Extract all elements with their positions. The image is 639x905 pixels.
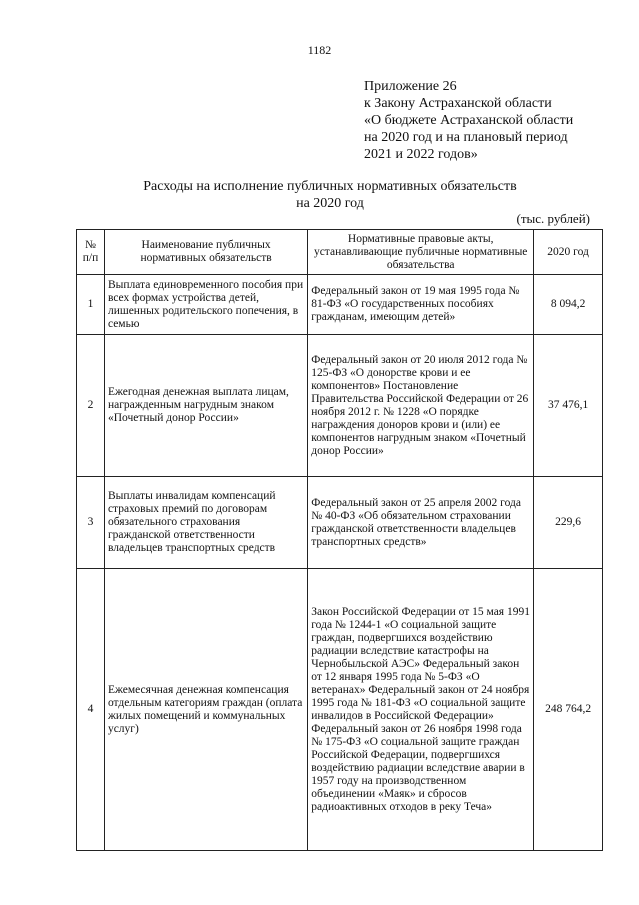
appendix-line: 2021 и 2022 годов»: [364, 147, 478, 162]
page-number: 1182: [307, 43, 332, 57]
appendix-line: «О бюджете Астраханской области: [364, 113, 574, 128]
appendix-line: на 2020 год и на плановый период: [364, 130, 568, 145]
row-num: 1: [77, 275, 105, 335]
table-header-row: [77, 230, 603, 275]
row-amount: 248 764,2: [534, 569, 603, 851]
row-name: Выплата единовременного пособия при всех формах устройства детей, лишенных родительского попечения, в семью: [104, 275, 307, 335]
header-num: № п/п: [77, 230, 105, 275]
appendix-header: [364, 78, 624, 163]
row-amount: 8 094,2: [534, 275, 603, 335]
table-row: [77, 335, 603, 477]
appendix-line: Приложение 26: [364, 79, 457, 94]
document-title-line-2: на 2020 год: [296, 196, 364, 211]
header-acts: Нормативные правовые акты, устанавливающие публичные нормативные обязательства: [308, 230, 534, 275]
appendix-line: к Закону Астраханской области: [364, 96, 552, 111]
table-row: [77, 569, 603, 851]
header-name: Наименование публичных нормативных обязательств: [104, 230, 307, 275]
row-name: Ежемесячная денежная компенсация отдельным категориям граждан (оплата жилых помещений и коммунальных услуг): [104, 569, 307, 851]
row-acts: Федеральный закон от 20 июля 2012 года № 125-ФЗ «О донорстве крови и ее компонентов» Постановление Правительства Российской Федерации от 26 ноября 2012 г. № 1228 «О порядке награждения доноров крови и (или) ее компонентов нагрудным знаком «Почетный донор России»: [308, 335, 534, 477]
obligations-table: [76, 229, 603, 851]
row-acts: Закон Российской Федерации от 15 мая 1991 года № 1244-1 «О социальной защите граждан, подвергшихся воздействию радиации вследствие катастрофы на Чернобыльской АЭС» Федеральный закон от 12 января 1995 года № 5-ФЗ «О ветеранах» Федеральный закон от 24 ноября 1995 года № 181-ФЗ «О социальной защите инвалидов в Российской Федерации» Федеральный закон от 26 ноября 1998 года № 175-ФЗ «О социальной защите граждан Российской Федерации, подвергшихся воздействию радиации вследствие аварии в 1957 году на производственном объединении «Маяк» и сбросов радиоактивных отходов в реку Теча»: [308, 569, 534, 851]
row-acts: Федеральный закон от 25 апреля 2002 года № 40-ФЗ «Об обязательном страховании гражданской ответственности владельцев транспортных средств»: [308, 477, 534, 569]
document-title: [60, 178, 600, 212]
header-year: 2020 год: [534, 230, 603, 275]
row-amount: 229,6: [534, 477, 603, 569]
table-row: [77, 275, 603, 335]
row-amount: 37 476,1: [534, 335, 603, 477]
row-num: 4: [77, 569, 105, 851]
row-name: Ежегодная денежная выплата лицам, награжденным нагрудным знаком «Почетный донор России»: [104, 335, 307, 477]
table-row: [77, 477, 603, 569]
row-num: 2: [77, 335, 105, 477]
row-name: Выплаты инвалидам компенсаций страховых премий по договорам обязательного страхования гражданской ответственности владельцев транспортных средств: [104, 477, 307, 569]
row-num: 3: [77, 477, 105, 569]
document-title-line-1: Расходы на исполнение публичных нормативных обязательств: [143, 179, 517, 194]
row-acts: Федеральный закон от 19 мая 1995 года № 81-ФЗ «О государственных пособиях гражданам, имеющим детей»: [308, 275, 534, 335]
units-label: (тыс. рублей): [516, 211, 590, 226]
